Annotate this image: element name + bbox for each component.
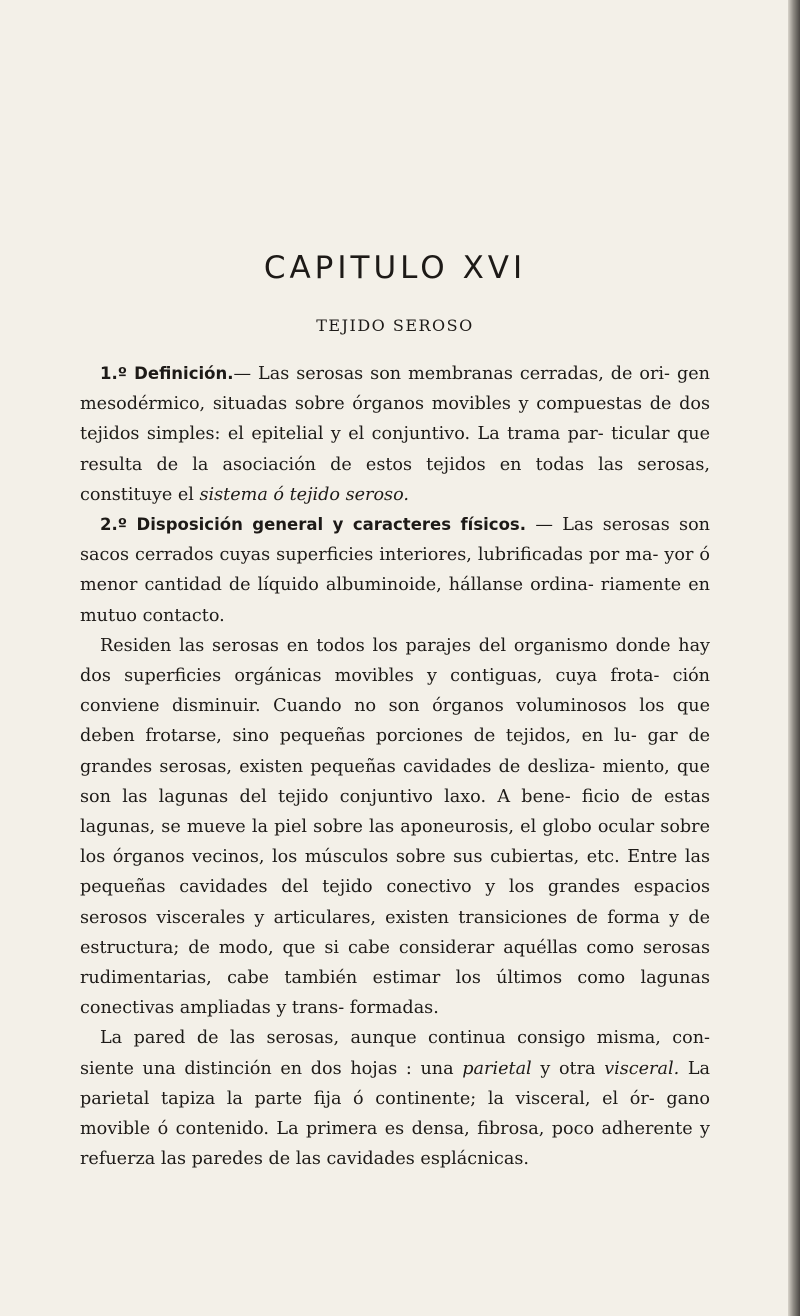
section-definicion xyxy=(80,359,710,510)
emphasis-term: sistema ó tejido seroso. xyxy=(199,484,409,505)
section-heading: 1.º Definición. xyxy=(100,364,234,383)
paragraph-pared xyxy=(80,1023,710,1174)
emphasis-term: visceral. xyxy=(604,1058,680,1079)
section-disposicion xyxy=(80,510,710,631)
page-edge-shadow xyxy=(788,0,800,1316)
paragraph-text: La parietal tapiza la parte fija ó continente; la visceral, el ór- gano movible ó contenido. La primera es densa, fibrosa, poco adherente y refuerza las paredes de las cavidades esplácnicas. xyxy=(80,1058,711,1170)
paragraph-text: y otra xyxy=(531,1058,605,1079)
section-text: — Las serosas son sacos cerrados cuyas superficies interiores, lubrificadas por ma- yor ó menor cantidad de líquido albuminoide, hállanse ordina- riamente en mutuo contacto. xyxy=(80,515,710,626)
chapter-title: CAPITULO XVI xyxy=(263,250,527,286)
section-text: — Las serosas son membranas cerradas, de ori- gen mesodérmico, situadas sobre órganos movibles y compuestas de dos tejidos simples: el epitelial y el conjuntivo. La trama par- ticular que resulta de la asociación de estos tejidos en todas las serosas, constituye el xyxy=(80,364,710,505)
section-heading: 2.º Disposición general y caracteres físicos. xyxy=(100,515,527,535)
paragraph-text: La pared de las serosas, aunque continua consigo misma, con- siente una distinción en dos hojas : una xyxy=(80,1028,710,1079)
chapter-subtitle: TEJIDO SEROSO xyxy=(316,316,474,335)
emphasis-term: parietal xyxy=(462,1058,532,1079)
body-paragraph: Residen las serosas en todos los parajes del organismo donde hay dos superficies orgánicas movibles y contiguas, cuya frota- ción conviene disminuir. Cuando no son órganos voluminosos los que deben frotarse, sino pequeñas porciones de tejidos, en lu- gar de grandes serosas, existen pequeñas cavidades de desliza- miento, que son las lagunas del tejido conjuntivo laxo. A bene- ficio de estas lagunas, se mueve la piel sobre las aponeurosis, el globo ocular sobre los órganos vecinos, los músculos sobre sus cubiertas, etc. Entre las pequeñas cavidades del tejido conectivo y los grandes espacios serosos viscerales y articulares, existen transiciones de forma y de estructura; de modo, que si cabe considerar aquéllas como serosas rudimentarias, cabe también estimar los últimos como lagunas conectivas ampliadas y trans- formadas. xyxy=(80,635,710,1019)
page-content xyxy=(80,250,710,1174)
